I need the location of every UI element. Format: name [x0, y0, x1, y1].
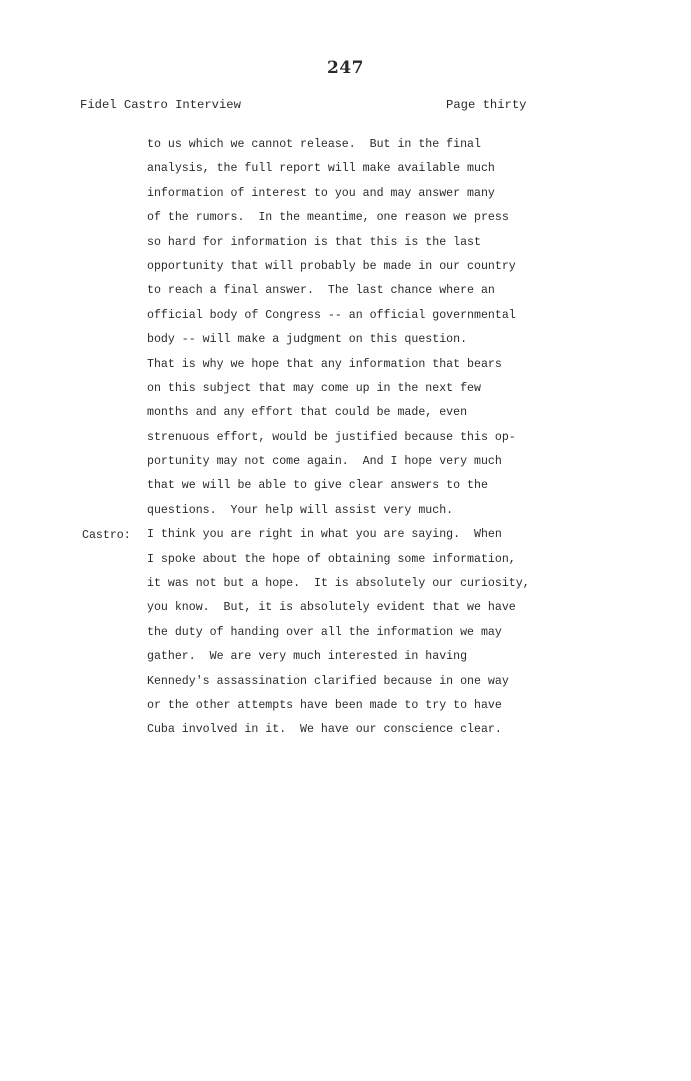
text-line: official body of Congress -- an official governmental	[147, 308, 516, 322]
text-line: you know. But, it is absolutely evident that we have	[147, 601, 516, 615]
text-line: gather. We are very much interested in having	[147, 650, 468, 664]
text-line: to reach a final answer. The last chance where an	[147, 284, 495, 298]
document-title: Fidel Castro Interview	[80, 98, 241, 112]
text-line: months and any effort that could be made, even	[147, 406, 468, 420]
text-line: of the rumors. In the meantime, one reason we press	[147, 211, 509, 225]
text-line: Kennedy's assassination clarified because in one way	[147, 674, 509, 688]
text-line: to us which we cannot release. But in the final	[147, 138, 481, 151]
text-line: questions. Your help will assist very much.	[147, 503, 454, 517]
speaker-label: Castro:	[82, 529, 131, 542]
text-line: opportunity that will probably be made in our country	[147, 259, 516, 273]
text-line: it was not but a hope. It is absolutely our curiosity,	[147, 577, 530, 591]
text-line: analysis, the full report will make available much	[147, 162, 495, 176]
text-line: information of interest to you and may answer many	[147, 186, 495, 200]
text-line: portunity may not come again. And I hope very much	[147, 455, 502, 469]
text-line: body -- will make a judgment on this question.	[147, 333, 468, 347]
text-line: I think you are right in what you are saying. When	[147, 528, 502, 542]
text-line: I spoke about the hope of obtaining some information,	[147, 552, 516, 566]
text-line: the duty of handing over all the information we may	[147, 625, 502, 639]
page-label: Page thirty	[446, 98, 527, 112]
page-number: 247	[327, 58, 364, 78]
text-line: that we will be able to give clear answers to the	[147, 479, 488, 493]
transcript-text	[147, 136, 530, 746]
text-line: or the other attempts have been made to try to have	[147, 698, 502, 712]
text-line: strenuous effort, would be justified because this op-	[147, 430, 516, 444]
text-line: Cuba involved in it. We have our conscience clear.	[147, 723, 502, 737]
text-line: so hard for information is that this is the last	[147, 235, 481, 249]
text-line: on this subject that may come up in the next few	[147, 381, 481, 395]
text-line: That is why we hope that any information that bears	[147, 357, 502, 371]
